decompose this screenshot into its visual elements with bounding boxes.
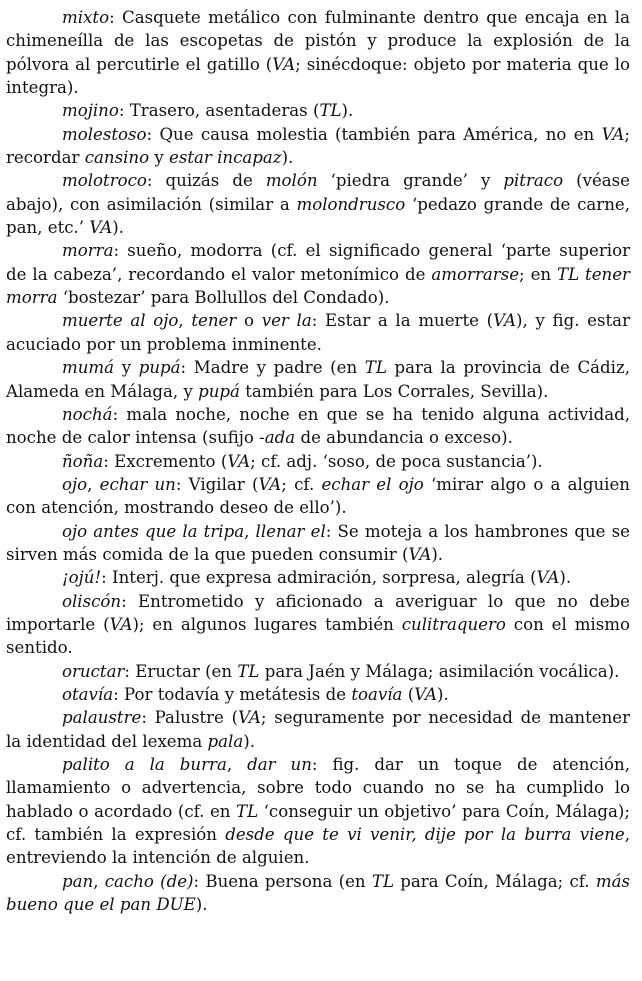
glossary-entry: mojino: Trasero, asentaderas (TL). <box>62 101 354 121</box>
glossary-entry: ojo antes que la tripa, llenar el: Se moteja a los hambrones que se sirven más comida de la que pueden consumir (VA). <box>6 521 630 564</box>
glossary-entry: mixto: Casquete metálico con fulminante dentro que encaja en la chimeneílla de las escopetas de pistón y produce la explosión de la pólvora al percutirle el gatillo (VA; sinécdoque: objeto por materia que lo integra). <box>6 8 630 98</box>
glossary-entry: ojo, echar un: Vigilar (VA; cf. echar el ojo ‘mirar algo o a alguien con atención, mostrando deseo de ello’). <box>6 474 630 518</box>
glossary-entry: muerte al ojo, tener o ver la: Estar a la muerte (VA), y fig. estar acuciado por un problema inminente. <box>6 311 631 354</box>
glossary-entry: pan, cacho (de): Buena persona (en TL para Coín, Málaga; cf. más bueno que el pan DUE). <box>6 871 630 915</box>
glossary-entry: ¡ojú!: Interj. que expresa admiración, sorpresa, alegría (VA). <box>62 568 572 588</box>
glossary-entry: oliscón: Entrometido y aficionado a averiguar lo que no debe importarle (VA); en algunos lugares también culitraquero con el mismo sentido. <box>6 591 630 658</box>
glossary-entry: palito a la burra, dar un: fig. dar un toque de atención, llamamiento o advertencia, sobre todo cuando no se ha cumplido lo hablado o acordado (cf. en TL ‘conseguir un objetivo’ para Coín, Málaga); cf. también la expresión desde que te vi venir, dije por la burra viene, entreviendo la intención de alguien. <box>6 755 630 868</box>
glossary-entry: mumá y pupá: Madre y padre (en TL para la provincia de Cádiz, Alameda en Málaga, y pupá también para Los Corrales, Sevilla). <box>6 358 630 401</box>
glossary-entry: otavía: Por todavía y metátesis de toavía (VA). <box>62 684 449 704</box>
glossary-entry: palaustre: Palustre (VA; seguramente por necesidad de mantener la identidad del lexema pala). <box>6 708 631 751</box>
glossary-entry: molotroco: quizás de molón ‘piedra grande’ y pitraco (véase abajo), con asimilación (similar a molondrusco ‘pedazo grande de carne, pan, etc.’ VA). <box>6 171 631 238</box>
glossary-entry: ñoña: Excremento (VA; cf. adj. ‘soso, de poca sustancia’). <box>62 451 543 471</box>
glossary-entry: molestoso: Que causa molestia (también para América, no en VA; recordar cansino y estar incapaz). <box>6 124 630 168</box>
glossary-entry: oructar: Eructar (en TL para Jaén y Málaga; asimilación vocálica). <box>62 661 620 681</box>
glossary-entry: morra: sueño, modorra (cf. el significado general ‘parte superior de la cabeza’, recordando el valor metonímico de amorrarse; en TL tener morra ‘bostezar’ para Bollullos del Condado). <box>6 241 630 308</box>
glossary-entry: nochá: mala noche, noche en que se ha tenido alguna actividad, noche de calor intensa (sufijo -ada de abundancia o exceso). <box>6 404 630 448</box>
